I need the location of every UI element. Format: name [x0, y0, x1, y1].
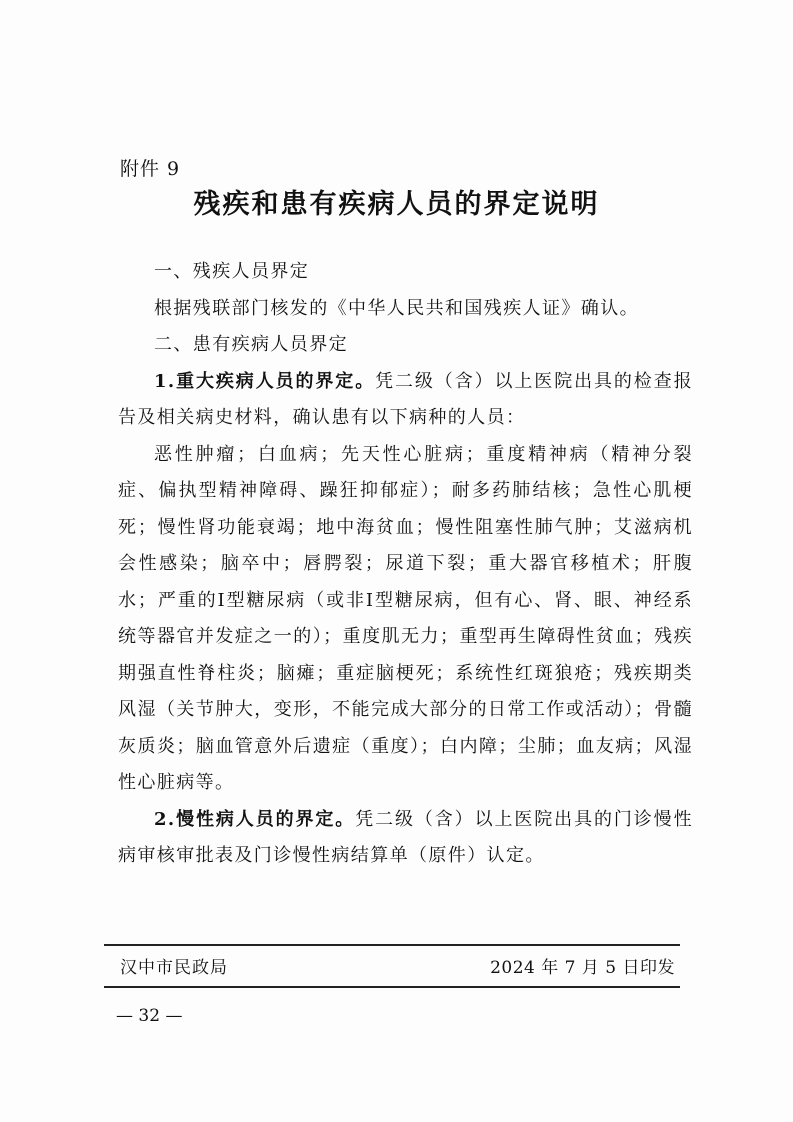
- section-2-heading: 二、患有疾病人员界定: [154, 334, 348, 355]
- item-1-lead: 1.重大疾病人员的界定。: [154, 370, 376, 392]
- item-1-paragraph: [118, 364, 693, 437]
- section-1-text: 根据残联部门核发的《中华人民共和国残疾人证》确认。: [154, 297, 639, 319]
- item-2-paragraph: [118, 802, 693, 875]
- footer-rule-top: [104, 944, 680, 946]
- item-2-text: 凭二级（含）以上医院出具的门诊慢性病审核审批表及门诊慢性病结算单（原件）认定。: [118, 808, 693, 866]
- item-1-text: 凭二级（含）以上医院出具的检查报告及相关病史材料，确认患有以下病种的人员：: [118, 370, 693, 428]
- document-body: [118, 254, 693, 875]
- attachment-label: 附件 9: [120, 158, 181, 180]
- item-1-disease-list: 恶性肿瘤；白血病；先天性心脏病；重度精神病（精神分裂症、偏执型精神障碍、躁狂抑郁症）；耐多药肺结核；急性心肌梗死；慢性肾功能衰竭；地中海贫血；慢性阻塞性肺气肿；艾滋病机会性感染；脑卒中；唇腭裂；尿道下裂；重大器官移植术；肝腹水；严重的Ⅰ型糖尿病（或非Ⅰ型糖尿病，但有心、肾、眼、神经系统等器官并发症之一的）；重度肌无力；重型再生障碍性贫血；残疾期强直性脊柱炎；脑瘫；重症脑梗死；系统性红斑狼疮；残疾期类风湿（关节肿大，变形，不能完成大部分的日常工作或活动）；骨髓灰质炎；脑血管意外后遗症（重度）；白内障；尘肺；血友病；风湿性心脏病等。: [118, 443, 693, 793]
- page-number: — 32 —: [116, 1006, 183, 1026]
- item-2-lead: 2.慢性病人员的界定。: [154, 808, 356, 830]
- section-1-heading: 一、残疾人员界定: [154, 261, 310, 282]
- footer-date: 2024 年 7 月 5 日印发: [490, 958, 675, 978]
- page-title: 残疾和患有疾病人员的界定说明: [193, 189, 600, 220]
- footer-rule-bottom: [104, 986, 680, 988]
- footer-issuer: 汉中市民政局: [120, 958, 228, 978]
